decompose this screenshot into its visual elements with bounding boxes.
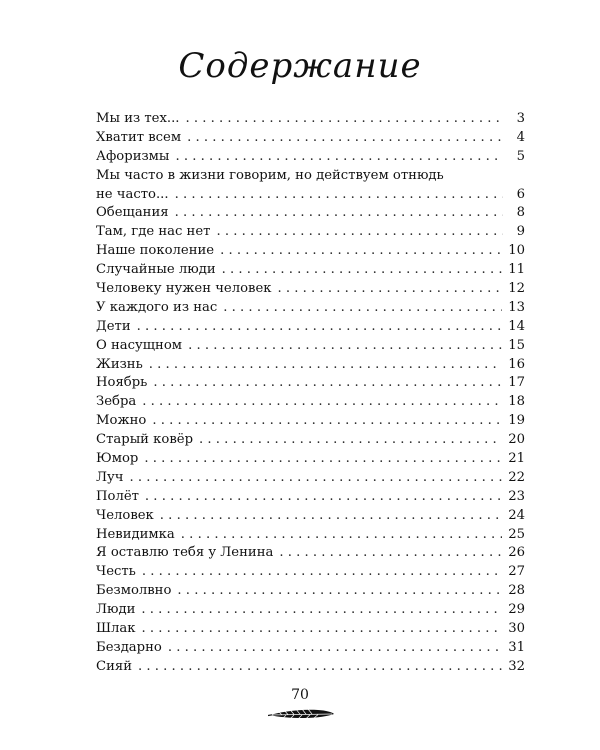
toc-entry-page: 15 — [508, 337, 525, 353]
toc-entry-page: 24 — [508, 507, 525, 523]
toc-entry-page: 16 — [508, 356, 525, 372]
toc-entry-title: Человек — [96, 507, 154, 523]
toc-entry — [96, 242, 525, 261]
toc-entry-title: Невидимка — [96, 526, 175, 542]
dot-leader — [145, 488, 502, 507]
toc-entry — [96, 563, 525, 582]
toc-entry — [96, 110, 525, 129]
dot-leader — [138, 658, 502, 677]
toc-entry-title: Там, где нас нет — [96, 224, 211, 240]
toc-entry — [96, 526, 525, 545]
dot-leader — [175, 204, 503, 223]
toc-entry-title: Жизнь — [96, 356, 143, 372]
toc-entry-page: 8 — [516, 205, 525, 221]
toc-entry — [96, 186, 525, 205]
toc-entry-page: 20 — [508, 432, 525, 448]
toc-entry — [96, 450, 525, 469]
dot-leader — [185, 110, 503, 129]
dot-leader — [279, 544, 502, 563]
toc-entry-title: Шлак — [96, 621, 136, 637]
toc-entry-title: У каждого из нас — [96, 299, 218, 315]
dot-leader — [137, 318, 503, 337]
toc-entry-page: 14 — [508, 318, 525, 334]
table-of-contents — [96, 110, 525, 677]
toc-entry-page: 22 — [508, 469, 525, 485]
dot-leader — [181, 526, 502, 545]
feather-icon — [268, 706, 336, 722]
toc-entry — [96, 544, 525, 563]
toc-entry — [96, 374, 525, 393]
toc-entry — [96, 299, 525, 318]
toc-entry — [96, 620, 525, 639]
toc-entry-title: Безмолвно — [96, 583, 172, 599]
dot-leader — [187, 129, 503, 148]
dot-leader — [160, 507, 502, 526]
toc-entry-title: Наше поколение — [96, 243, 215, 259]
dot-leader — [142, 620, 503, 639]
toc-entry-page: 5 — [516, 148, 525, 164]
toc-entry-page: 23 — [508, 488, 525, 504]
toc-entry-page: 28 — [508, 583, 525, 599]
toc-entry-title: Сияй — [96, 658, 132, 674]
dot-leader — [142, 393, 502, 412]
toc-entry-page: 29 — [508, 602, 525, 618]
page-title: Содержание — [178, 46, 422, 86]
toc-entry — [96, 129, 525, 148]
toc-entry-title: Люди — [96, 602, 136, 618]
toc-entry-page: 12 — [508, 281, 525, 296]
dot-leader — [168, 639, 502, 658]
toc-entry-page: 27 — [508, 564, 525, 580]
toc-entry-title: Мы из тех... — [96, 110, 180, 126]
toc-entry — [96, 507, 525, 526]
toc-entry-page: 9 — [516, 224, 525, 240]
toc-entry-page: 4 — [516, 129, 525, 145]
toc-entry-page: 30 — [508, 621, 525, 637]
toc-entry-title: Зебра — [96, 394, 137, 410]
toc-entry-title: Бездарно — [96, 639, 162, 655]
toc-entry — [96, 280, 525, 299]
toc-entry-page: 26 — [508, 545, 525, 561]
toc-entry-page: 18 — [508, 394, 525, 410]
toc-entry-title: Юмор — [96, 451, 139, 467]
toc-entry-title: Обещания — [96, 205, 169, 221]
dot-leader — [142, 563, 502, 582]
toc-entry — [96, 356, 525, 375]
toc-entry-page: 25 — [508, 526, 525, 542]
toc-entry-line: Мы часто в жизни говорим, но действуем отнюдь — [96, 167, 444, 183]
toc-entry-page: 3 — [516, 110, 525, 126]
toc-entry — [96, 601, 525, 620]
toc-entry-title: Афоризмы — [96, 148, 170, 164]
dot-leader — [216, 223, 503, 242]
toc-entry-page: 31 — [508, 639, 525, 655]
toc-entry-title: Человеку нужен человек — [96, 281, 272, 296]
dot-leader — [149, 356, 502, 375]
toc-entry-title: Дети — [96, 318, 131, 334]
toc-entry-title: Ноябрь — [96, 375, 148, 391]
dot-leader — [220, 242, 502, 261]
toc-entry-page: 13 — [508, 299, 525, 315]
dot-leader — [175, 186, 503, 205]
toc-entry-page: 21 — [508, 451, 525, 467]
dot-leader — [223, 299, 502, 318]
dot-leader — [188, 337, 502, 356]
dot-leader — [129, 469, 502, 488]
toc-entry-page: 32 — [508, 658, 525, 674]
toc-entry-title: Хватит всем — [96, 129, 182, 145]
toc-entry-title: Полёт — [96, 488, 139, 504]
dot-leader — [175, 148, 503, 167]
toc-entry — [96, 337, 525, 356]
toc-entry — [96, 639, 525, 658]
dot-leader — [222, 261, 503, 280]
toc-entry-page: 11 — [508, 262, 525, 278]
toc-entry-title: Можно — [96, 413, 147, 429]
toc-entry-page: 10 — [508, 243, 525, 259]
toc-entry-title: Старый ковёр — [96, 432, 194, 448]
toc-entry-title: О насущном — [96, 337, 183, 353]
toc-entry-page: 19 — [508, 413, 525, 429]
toc-entry — [96, 261, 525, 280]
toc-entry — [96, 431, 525, 450]
dot-leader — [278, 280, 503, 299]
dot-leader — [177, 582, 502, 601]
page-number: 70 — [291, 687, 309, 703]
dot-leader — [144, 450, 502, 469]
toc-entry — [96, 658, 525, 677]
toc-entry — [96, 148, 525, 167]
toc-entry-title: Луч — [96, 469, 124, 485]
dot-leader — [153, 374, 502, 393]
toc-entry — [96, 469, 525, 488]
toc-entry-page: 17 — [508, 375, 525, 391]
toc-entry-title: не часто... — [96, 186, 169, 202]
toc-entry-title: Честь — [96, 564, 136, 580]
toc-entry-page: 6 — [516, 186, 525, 202]
toc-entry-title: Случайные люди — [96, 262, 216, 278]
dot-leader — [152, 412, 502, 431]
toc-entry — [96, 488, 525, 507]
toc-entry-title: Я оставлю тебя у Ленина — [96, 545, 274, 561]
toc-entry — [96, 393, 525, 412]
dot-leader — [199, 431, 502, 450]
toc-entry — [96, 318, 525, 337]
toc-entry — [96, 204, 525, 223]
toc-entry — [96, 582, 525, 601]
dot-leader — [141, 601, 502, 620]
toc-entry — [96, 412, 525, 431]
toc-entry — [96, 223, 525, 242]
